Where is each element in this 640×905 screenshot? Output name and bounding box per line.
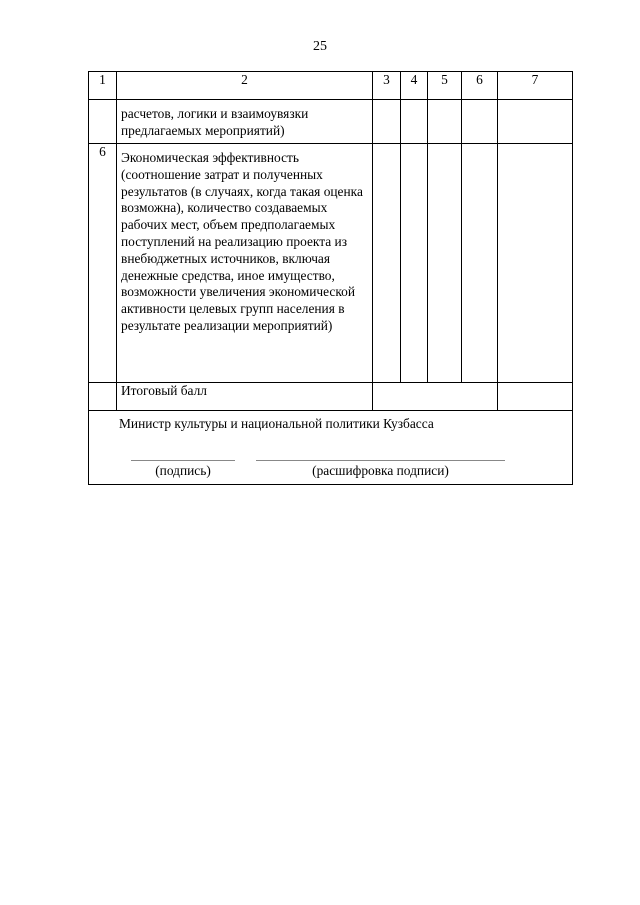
page-number: 25 bbox=[313, 39, 327, 54]
signature-line bbox=[131, 460, 235, 461]
column-header: 1 bbox=[89, 72, 117, 100]
table-row bbox=[89, 144, 573, 383]
score-cell bbox=[373, 100, 401, 144]
decode-line bbox=[256, 460, 505, 461]
total-final-cell bbox=[498, 383, 573, 411]
score-cell bbox=[498, 144, 573, 383]
signature-cell bbox=[89, 411, 573, 485]
column-header: 6 bbox=[462, 72, 498, 100]
column-header: 5 bbox=[428, 72, 462, 100]
score-cell bbox=[428, 144, 462, 383]
decode-caption: (расшифровка подписи) bbox=[312, 463, 449, 478]
total-label: Итоговый балл bbox=[121, 383, 207, 398]
score-cell bbox=[401, 100, 428, 144]
criterion-text: Экономическая эффективность (соотношение затрат и полученных результатов (в случаях, когда такая оценка возможна), количество создаваемых рабочих мест, объем предполагаемых поступлений на реализацию проекта из внебюджетных источников, включая денежные средства, иное имущество, возможности увеличения экономической активности целевых групп населения в результате реализации мероприятий) bbox=[121, 150, 363, 333]
column-header: 4 bbox=[401, 72, 428, 100]
column-header: 2 bbox=[117, 72, 373, 100]
score-cell bbox=[462, 144, 498, 383]
total-score-cell bbox=[373, 383, 498, 411]
row-number bbox=[89, 100, 117, 144]
signature-block bbox=[89, 411, 572, 484]
table-row bbox=[89, 100, 573, 144]
row-number: 6 bbox=[89, 144, 117, 383]
score-cell bbox=[498, 100, 573, 144]
criterion-cell bbox=[117, 100, 373, 144]
total-row bbox=[89, 383, 573, 411]
signature-row bbox=[89, 411, 573, 485]
table-header-row bbox=[89, 72, 573, 100]
minister-title: Министр культуры и национальной политики Кузбасса bbox=[119, 416, 434, 431]
column-header: 3 bbox=[373, 72, 401, 100]
evaluation-table bbox=[88, 71, 573, 485]
criterion-text: расчетов, логики и взаимоувязки предлагаемых мероприятий) bbox=[121, 106, 309, 138]
criterion-cell bbox=[117, 144, 373, 383]
total-empty-cell bbox=[89, 383, 117, 411]
total-label-cell bbox=[117, 383, 373, 411]
signature-caption: (подпись) bbox=[155, 463, 211, 478]
score-cell bbox=[401, 144, 428, 383]
score-cell bbox=[462, 100, 498, 144]
score-cell bbox=[428, 100, 462, 144]
column-header: 7 bbox=[498, 72, 573, 100]
score-cell bbox=[373, 144, 401, 383]
